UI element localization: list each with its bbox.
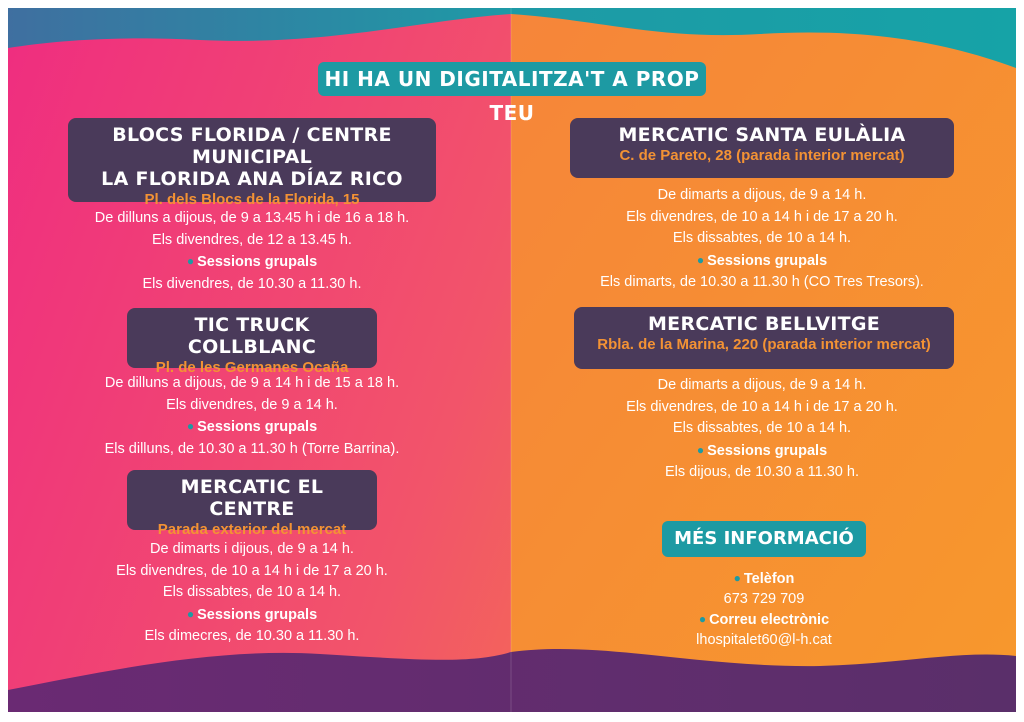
location-schedule-mercatic-bellvitge	[562, 375, 962, 484]
schedule-line: Els dissabtes, de 10 a 14 h.	[162, 584, 342, 600]
location-box-blocs-florida	[68, 118, 436, 208]
bullet-icon: ●	[698, 612, 707, 626]
location-address: Pl. de les Germanes Ocaña	[155, 359, 349, 376]
group-schedule-line: Els dilluns, de 10.30 a 11.30 h (Torre Barrina).	[104, 440, 400, 457]
location-address: Rbla. de la Marina, 220 (parada interior mercat)	[597, 336, 931, 353]
schedule-line: De dilluns a dijous, de 9 a 13.45 h i de 16 a 18 h.	[94, 210, 410, 226]
group-sessions-heading: ● Sessions grupals	[186, 254, 318, 270]
location-schedule-blocs-florida	[52, 208, 452, 295]
location-address: C. de Pareto, 28 (parada interior mercat)	[619, 147, 905, 164]
location-address: Parada exterior del mercat	[157, 521, 347, 538]
group-sessions-heading: ● Sessions grupals	[696, 252, 828, 269]
schedule-line: Els divendres, de 10 a 14 h i de 17 a 20 h.	[116, 562, 388, 579]
bullet-icon: ●	[186, 254, 195, 268]
schedule-line: Els dissabtes, de 10 a 14 h.	[672, 420, 852, 436]
location-box-tic-truck	[127, 308, 377, 376]
email-label: ● Correu electrònic	[698, 612, 830, 628]
location-schedule-tic-truck	[52, 373, 452, 460]
schedule-line: De dimarts i dijous, de 9 a 14 h.	[150, 541, 354, 557]
location-box-mercatic-santa-eulalia	[570, 118, 954, 178]
group-schedule-line: Els dimarts, de 10.30 a 11.30 h (CO Tres Tresors).	[600, 274, 924, 290]
contact-info	[644, 568, 884, 650]
main-title: HI HA UN DIGITALITZA'T A PROP TEU	[318, 62, 706, 96]
email-address: lhospitalet60@l-h.cat	[696, 632, 832, 648]
schedule-line: De dimarts a dijous, de 9 a 14 h.	[657, 377, 867, 393]
schedule-line: De dilluns a dijous, de 9 a 14 h i de 15 a 18 h.	[104, 375, 400, 391]
bullet-icon: ●	[696, 252, 705, 267]
group-schedule-line: Els divendres, de 10.30 a 11.30 h.	[142, 275, 362, 292]
schedule-line: Els dissabtes, de 10 a 14 h.	[672, 230, 852, 246]
schedule-line: Els divendres, de 9 a 14 h.	[166, 396, 338, 413]
schedule-line: Els divendres, de 10 a 14 h i de 17 a 20 h.	[626, 398, 898, 415]
phone-label: ● Telèfon	[733, 571, 795, 587]
bullet-icon: ●	[186, 419, 195, 433]
location-schedule-mercatic-el-centre	[52, 539, 452, 648]
schedule-line: Els divendres, de 12 a 13.45 h.	[152, 231, 352, 248]
location-name-line: TIC TRUCK COLLBLANC	[187, 314, 317, 358]
bullet-icon: ●	[186, 606, 195, 621]
location-name-line: MERCATIC EL CENTRE	[180, 476, 324, 520]
group-schedule-line: Els dijous, de 10.30 a 11.30 h.	[664, 464, 859, 480]
location-name-line: MERCATIC SANTA EULÀLIA	[618, 124, 906, 146]
schedule-line: De dimarts a dijous, de 9 a 14 h.	[657, 187, 867, 203]
group-sessions-heading: ● Sessions grupals	[186, 419, 318, 435]
location-name-line: LA FLORIDA ANA DÍAZ RICO	[101, 168, 403, 190]
bullet-icon: ●	[733, 571, 741, 585]
location-box-mercatic-bellvitge	[574, 307, 954, 369]
schedule-line: Els divendres, de 10 a 14 h i de 17 a 20 h.	[626, 208, 898, 225]
group-sessions-heading: ● Sessions grupals	[696, 442, 828, 459]
location-address: Pl. dels Blocs de la Florida, 15	[144, 191, 360, 208]
location-box-mercatic-el-centre	[127, 470, 377, 538]
group-sessions-heading: ● Sessions grupals	[186, 606, 318, 623]
location-schedule-mercatic-santa-eulalia	[562, 185, 962, 294]
location-name-line: BLOCS FLORIDA / CENTRE MUNICIPAL	[112, 124, 392, 168]
phone-number: 673 729 709	[723, 591, 805, 607]
location-name-line: MERCATIC BELLVITGE	[647, 313, 881, 335]
more-info-title: MÉS INFORMACIÓ	[662, 521, 866, 557]
bullet-icon: ●	[696, 442, 705, 457]
group-schedule-line: Els dimecres, de 10.30 a 11.30 h.	[144, 628, 360, 644]
